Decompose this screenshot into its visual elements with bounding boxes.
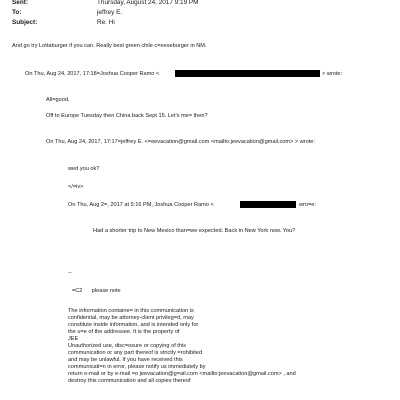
quote1-header	[25, 71, 159, 78]
signature-dash: --	[68, 270, 72, 276]
to-label: To:	[12, 9, 22, 16]
redaction-bar	[240, 201, 296, 208]
disclaimer-line: the u=e of the addressee. It is the property of	[68, 329, 180, 335]
quote1-line: Off to Europe Tuesday then China back Sept 15. Let's me= then?	[46, 113, 208, 119]
disclaimer-line: destroy this communication and all copies thereof	[68, 378, 191, 384]
disclaimer-line: constitute inside information, and is intended only for	[68, 322, 199, 328]
disclaimer-block	[68, 308, 296, 385]
quote1-line: All=good.	[46, 97, 70, 103]
subject-label: Subject:	[12, 19, 38, 26]
quote3-header-text: On Thu, Aug 2=, 2017 at 5:16 PM, Joshua Cooper Ramo <	[68, 202, 214, 208]
quote2-line: </=iv>	[68, 184, 84, 190]
sent-value: Thursday, August 24, 2017 9:19 PM	[97, 0, 199, 6]
quote1-header-text: On Thu, Aug 24, 2017, 17:18=Joshua Cooper Ramo <	[25, 71, 160, 77]
quote1-wrote: > wrote:	[322, 71, 343, 77]
disclaimer-line: The information containe= in this communication is	[68, 308, 194, 314]
disclaimer-line: confidential, may be attorney-client privileg=d, may	[68, 315, 194, 321]
note-line: =C2 please note	[72, 288, 121, 294]
quote2-header: On Thu, Aug 24, 2017, 17:17=jeffrey E. <=eevacation@gmail.com <mailto:jeevacation@gmail.com> > wrote:	[46, 139, 315, 145]
quote3-wrote: wro=e:	[299, 202, 316, 208]
subject-value: Re: Hi	[97, 19, 115, 26]
quote2-line: wed you ok?	[68, 166, 100, 172]
quote3-line: Had a shorter trip to New Mexico than=we expected. Back in New York now. You?	[93, 228, 296, 234]
message-line: And go try Lottaburger if you can. Really best green chile c=eeseburger in NM.	[12, 43, 207, 49]
disclaimer-line: JEE	[68, 336, 79, 342]
sent-label: Sent:	[12, 0, 28, 6]
redaction-bar	[175, 70, 320, 77]
disclaimer-line: return e-mail or by e-mail =o jeevacation@g=ail.com <mailto:jeevacation@gmail.com> , and	[68, 371, 296, 377]
disclaimer-line: communicati=n in error, please notify us immediately by	[68, 364, 206, 370]
disclaimer-line: and may be unlawful. If you have received this	[68, 357, 183, 363]
disclaimer-line: communication or any part thereof is strictly =rohibited	[68, 350, 203, 356]
to-value: jeffrey E.	[97, 9, 123, 16]
disclaimer-line: Unauthorized use, disc=osure or copying of this	[68, 343, 187, 349]
